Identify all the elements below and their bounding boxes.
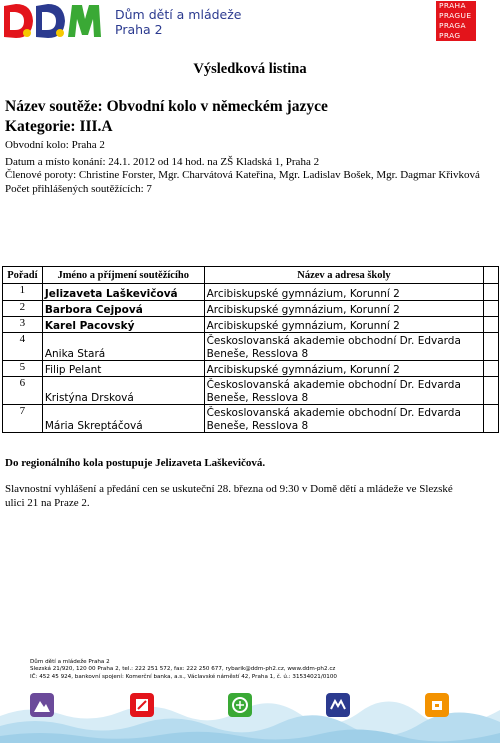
school-cell: Českoslovanská akademie obchodní Dr. Edvarda Beneše, Resslova 8 xyxy=(204,377,484,405)
org-name-line2: Praha 2 xyxy=(115,22,163,37)
empty-cell xyxy=(484,361,499,377)
prague-logo-line: PRAHA xyxy=(439,1,466,10)
empty-cell xyxy=(484,405,499,433)
organization-name xyxy=(115,7,242,37)
table-row xyxy=(3,284,499,301)
footer-line1: Dům dětí a mládeže Praha 2 xyxy=(30,659,110,665)
table-row xyxy=(3,333,499,361)
empty-cell xyxy=(484,377,499,405)
name-cell: Filip Pelant xyxy=(42,361,204,377)
col-header-extra xyxy=(484,267,499,284)
empty-cell xyxy=(484,317,499,333)
school-cell: Arcibiskupské gymnázium, Korunní 2 xyxy=(204,284,484,301)
name-cell: Karel Pacovský xyxy=(42,317,204,333)
table-row xyxy=(3,377,499,405)
prague-logo-line: PRAG xyxy=(439,31,461,40)
footer-line3: IČ: 452 45 924, bankovní spojení: Komerční banka, a.s., Václavské náměstí 42, Praha 1, č. ú.: 31534021/0100 xyxy=(30,673,337,680)
rank-cell: 4 xyxy=(3,333,43,361)
col-header-rank: Pořadí xyxy=(3,267,43,284)
rank-cell: 2 xyxy=(3,301,43,317)
name-cell: Barbora Cejpová xyxy=(42,301,204,317)
tourism-icon xyxy=(30,693,54,717)
rank-cell: 3 xyxy=(3,317,43,333)
competition-name: Název soutěže: Obvodní kolo v německém jazyce xyxy=(5,98,328,115)
round-info: Obvodní kolo: Praha 2 xyxy=(5,139,105,151)
ddm-logo xyxy=(2,2,102,40)
prague-logo xyxy=(436,1,476,41)
footer-contact xyxy=(30,659,337,681)
school-cell: Českoslovanská akademie obchodní Dr. Edvarda Beneše, Resslova 8 xyxy=(204,333,484,361)
rank-cell: 6 xyxy=(3,377,43,405)
table-row xyxy=(3,301,499,317)
footer-line2: Slezská 21/920, 120 00 Praha 2, tel.: 222 251 572, fax: 222 250 677, rybarik@ddm-ph2.cz, www.ddm-ph2.cz xyxy=(30,666,336,673)
nature-icon xyxy=(228,693,252,717)
jury-info: Členové poroty: Christine Forster, Mgr. Charvátová Kateřina, Mgr. Ladislav Bošek, Mgr. Dagmar Křivková xyxy=(5,169,480,182)
rank-cell: 7 xyxy=(3,405,43,433)
empty-cell xyxy=(484,301,499,317)
table-row xyxy=(3,361,499,377)
ceremony-note: Slavnostní vyhlášení a předání cen se uskuteční 28. března od 9:30 v Domě dětí a mládeže ve Slezské ulici 21 na Praze 2. xyxy=(5,483,453,509)
name-cell: Mária Skreptáčová xyxy=(42,405,204,433)
col-header-school: Název a adresa školy xyxy=(204,267,484,284)
school-cell: Arcibiskupské gymnázium, Korunní 2 xyxy=(204,317,484,333)
document-title: Výsledková listina xyxy=(193,61,307,77)
competition-category: Kategorie: III.A xyxy=(5,118,113,135)
name-cell: Jelizaveta Laškevičová xyxy=(42,284,204,301)
org-name-line1: Dům dětí a mládeže xyxy=(115,7,242,22)
school-cell: Arcibiskupské gymnázium, Korunní 2 xyxy=(204,361,484,377)
name-cell: Anika Stará xyxy=(42,333,204,361)
empty-cell xyxy=(484,333,499,361)
table-row xyxy=(3,317,499,333)
empty-cell xyxy=(484,284,499,301)
date-place-info: Datum a místo konání: 24.1. 2012 od 14 hod. na ZŠ Kladská 1, Praha 2 xyxy=(5,156,320,169)
sport-icon xyxy=(326,693,350,717)
col-header-name: Jméno a příjmení soutěžícího xyxy=(42,267,204,284)
name-cell: Kristýna Drsková xyxy=(42,377,204,405)
table-header-row xyxy=(3,267,499,284)
art-icon xyxy=(130,693,154,717)
registered-count: Počet přihlášených soutěžících: 7 xyxy=(5,182,152,195)
prague-logo-line: PRAGA xyxy=(439,21,467,30)
table-row xyxy=(3,405,499,433)
rank-cell: 1 xyxy=(3,284,43,301)
rank-cell: 5 xyxy=(3,361,43,377)
music-icon xyxy=(425,693,449,717)
competition-info xyxy=(5,139,485,196)
competition-block xyxy=(5,97,328,137)
page-header xyxy=(0,0,500,46)
prague-logo-line: PRAGUE xyxy=(439,11,472,20)
advancement-note: Do regionálního kola postupuje Jelizaveta Laškevičová. xyxy=(5,457,266,469)
school-cell: Českoslovanská akademie obchodní Dr. Edvarda Beneše, Resslova 8 xyxy=(204,405,484,433)
results-table xyxy=(2,266,499,433)
school-cell: Arcibiskupské gymnázium, Korunní 2 xyxy=(204,301,484,317)
